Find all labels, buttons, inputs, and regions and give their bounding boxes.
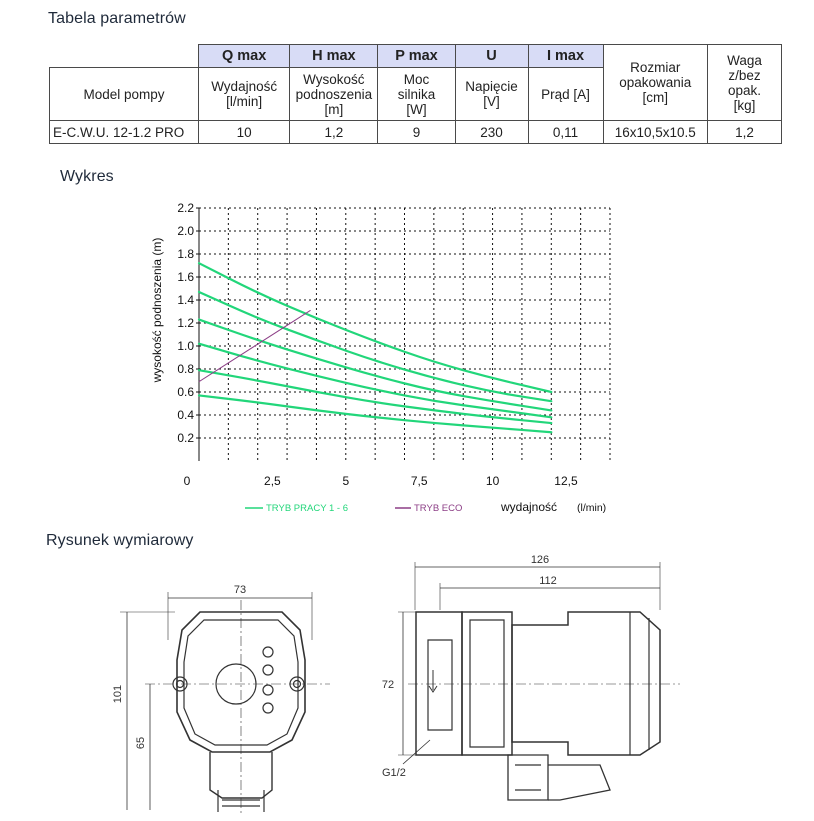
dimensional-drawing xyxy=(0,555,814,816)
header-model: Model pompy xyxy=(50,68,199,121)
front-button-power-icon xyxy=(263,647,273,657)
table-corner-cell xyxy=(50,45,199,68)
side-union-nut-inner xyxy=(470,620,504,747)
subheader-flow: Wydajność [l/min] xyxy=(199,68,290,121)
chart-svg xyxy=(145,195,625,525)
header-i-max: I max xyxy=(528,45,603,68)
cell-power: 9 xyxy=(378,121,455,144)
subheader-current: Prąd [A] xyxy=(528,68,603,121)
y-tick-label: 1.8 xyxy=(177,247,194,261)
y-tick-label: 0.8 xyxy=(177,362,194,376)
side-cable-gland xyxy=(508,755,548,800)
dim-front-width: 73 xyxy=(233,584,247,596)
y-tick-label: 1.6 xyxy=(177,270,194,284)
y-tick-label: 1.2 xyxy=(177,316,194,330)
x-tick-label: 5 xyxy=(342,474,350,488)
side-pump-housing xyxy=(416,612,462,755)
front-view xyxy=(120,592,330,816)
x-tick-label: 10 xyxy=(485,474,500,488)
side-cable-plug xyxy=(548,765,610,800)
x-tick-label: 7,5 xyxy=(410,474,428,488)
drawing-section-title: Rysunek wymiarowy xyxy=(46,532,194,549)
cell-package-size: 16x10,5x10.5 xyxy=(603,121,707,144)
front-button-down-icon xyxy=(263,703,273,713)
cell-model: E-C.W.U. 12-1.2 PRO xyxy=(50,121,199,144)
cell-current: 0,11 xyxy=(528,121,603,144)
drawing-svg xyxy=(0,555,814,816)
cell-weight: 1,2 xyxy=(707,121,781,144)
parameters-table xyxy=(49,44,782,144)
dim-side-length-total: 126 xyxy=(530,555,550,566)
front-button-mode-icon xyxy=(263,665,273,675)
y-tick-label: 1.4 xyxy=(177,293,194,307)
header-u: U xyxy=(455,45,528,68)
chart-axes xyxy=(177,201,578,488)
x-tick-label: 0 xyxy=(183,474,191,488)
y-tick-label: 2.0 xyxy=(177,224,194,238)
y-axis-label: wysokość podnoszenia (m) xyxy=(150,237,164,383)
header-q-max: Q max xyxy=(199,45,290,68)
header-h-max: H max xyxy=(290,45,378,68)
y-tick-label: 0.6 xyxy=(177,385,194,399)
x-axis-label: wydajność xyxy=(501,500,558,514)
dim-side-height: 72 xyxy=(381,679,395,691)
subheader-power: Moc silnika [W] xyxy=(378,68,455,121)
table-header-row xyxy=(50,45,782,68)
x-axis-unit: (l/min) xyxy=(577,502,607,514)
cell-voltage: 230 xyxy=(455,121,528,144)
series-line-6 xyxy=(199,263,551,392)
chart-section-title: Wykres xyxy=(60,168,114,185)
y-tick-label: 0.4 xyxy=(177,408,194,422)
dim-side-thread: G1/2 xyxy=(382,767,406,779)
dim-front-axis-height: 65 xyxy=(135,736,147,750)
y-tick-label: 0.2 xyxy=(177,431,194,445)
subheader-voltage: Napięcie [V] xyxy=(455,68,528,121)
table-section-title: Tabela parametrów xyxy=(48,10,186,27)
header-weight: Waga z/bez opak. [kg] xyxy=(707,45,781,121)
side-view xyxy=(398,562,680,800)
pump-curve-chart xyxy=(145,195,625,525)
header-package-size: Rozmiar opakowania [cm] xyxy=(603,45,707,121)
x-tick-label: 12,5 xyxy=(554,474,578,488)
cell-head: 1,2 xyxy=(290,121,378,144)
dim-side-length-body: 112 xyxy=(539,575,557,587)
subheader-head: Wysokość podnoszenia [m] xyxy=(290,68,378,121)
x-tick-label: 2,5 xyxy=(264,474,281,488)
legend xyxy=(245,500,606,514)
front-button-up-icon xyxy=(263,685,273,695)
dim-front-height: 101 xyxy=(112,684,124,704)
y-tick-label: 2.2 xyxy=(177,201,194,215)
legend-label-work-modes: TRYB PRACY 1 - 6 xyxy=(266,503,349,514)
table-row xyxy=(50,121,782,144)
y-tick-label: 1.0 xyxy=(177,339,194,353)
cell-flow: 10 xyxy=(199,121,290,144)
side-housing-window xyxy=(428,640,452,730)
header-p-max: P max xyxy=(378,45,455,68)
legend-label-eco: TRYB ECO xyxy=(414,503,463,514)
side-motor-body xyxy=(512,612,660,755)
